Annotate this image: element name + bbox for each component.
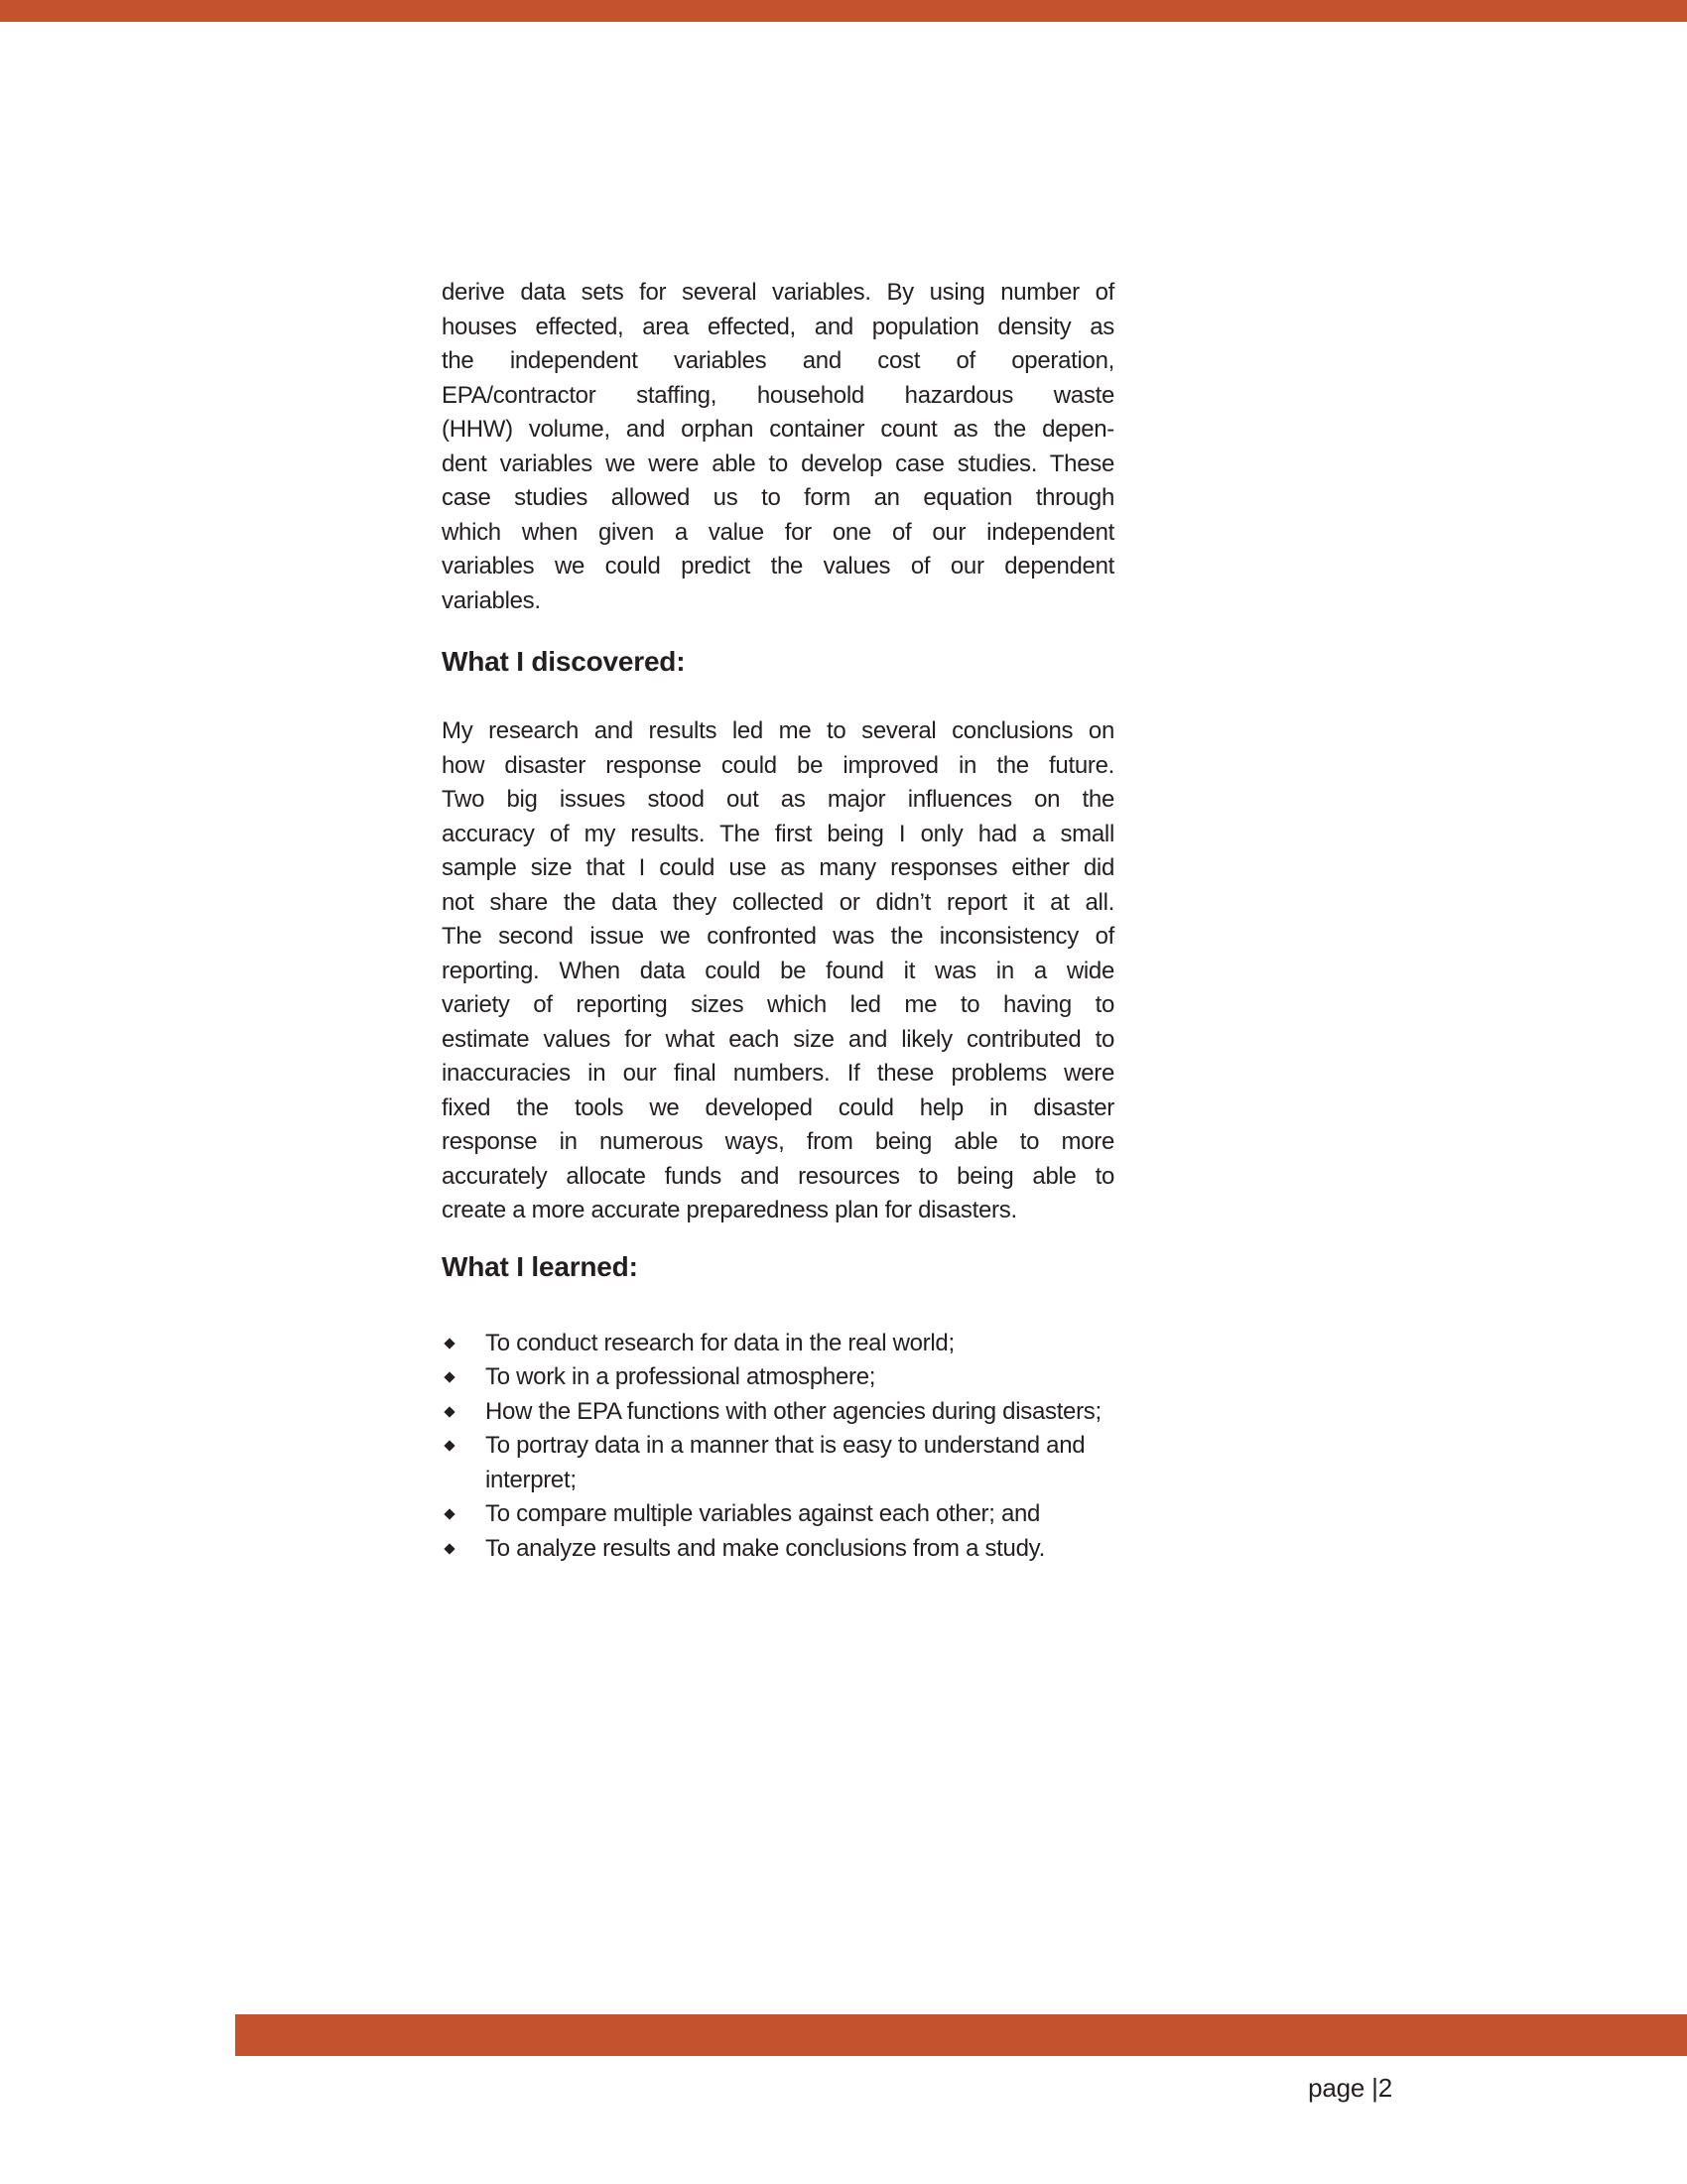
- page-content: [442, 276, 1114, 1566]
- list-item: [442, 1360, 1114, 1395]
- diamond-bullet-icon: [444, 1371, 454, 1382]
- text-line: create a more accurate preparedness plan for disasters.: [442, 1197, 1017, 1223]
- top-accent-bar: [0, 0, 1687, 22]
- paragraph-discovered: [442, 714, 1114, 1228]
- diamond-bullet-icon: [444, 1338, 454, 1349]
- list-item: [442, 1532, 1114, 1567]
- list-item-text: To compare multiple variables against each other; and: [485, 1500, 1041, 1527]
- list-item-text: To portray data in a manner that is easy to understand and interpret;: [485, 1432, 1086, 1493]
- list-item-text: How the EPA functions with other agencies during disasters;: [485, 1397, 1102, 1425]
- heading-what-i-learned: What I learned:: [442, 1250, 638, 1282]
- text-line: derive data sets for several variables. By using number of: [442, 279, 1114, 306]
- text-line: accurately allocate funds and resources to being able to: [442, 1162, 1114, 1190]
- text-line: not share the data they collected or didn’t report it at all.: [442, 888, 1114, 916]
- text-line: EPA/contractor staffing, household hazardous waste: [442, 381, 1114, 409]
- list-item: [442, 1497, 1114, 1532]
- text-line: variables we could predict the values of our dependent: [442, 553, 1114, 579]
- text-line: accuracy of my results. The first being I only had a small: [442, 820, 1114, 847]
- text-line: inaccuracies in our final numbers. If these problems were: [442, 1060, 1114, 1087]
- diamond-bullet-icon: [444, 1440, 454, 1451]
- list-item-text: To analyze results and make conclusions from a study.: [485, 1534, 1045, 1562]
- text-line: dent variables we were able to develop case studies. These: [442, 450, 1114, 477]
- heading-what-i-discovered: What I discovered:: [442, 646, 686, 677]
- diamond-bullet-icon: [444, 1508, 454, 1519]
- text-line: houses effected, area effected, and population density as: [442, 313, 1114, 340]
- text-line: The second issue we confronted was the inconsistency of: [442, 923, 1114, 950]
- text-line: (HHW) volume, and orphan container count as the depen-: [442, 416, 1114, 443]
- bottom-accent-bar: [235, 2014, 1687, 2056]
- text-line: reporting. When data could be found it was in a wide: [442, 957, 1114, 984]
- text-line: sample size that I could use as many responses either did: [442, 854, 1114, 881]
- text-line: variety of reporting sizes which led me to having to: [442, 991, 1114, 1018]
- text-line: how disaster response could be improved in the future.: [442, 751, 1114, 779]
- text-line: which when given a value for one of our independent: [442, 518, 1114, 546]
- diamond-bullet-icon: [444, 1406, 454, 1417]
- list-item-text: To conduct research for data in the real world;: [485, 1329, 955, 1356]
- paragraph-methodology: [442, 276, 1114, 618]
- learned-list: [442, 1327, 1114, 1567]
- list-item: [442, 1327, 1114, 1361]
- text-line: the independent variables and cost of operation,: [442, 347, 1114, 374]
- text-line: My research and results led me to several conclusions on: [442, 717, 1114, 744]
- page-number: page |2: [1308, 2073, 1392, 2103]
- list-item: [442, 1395, 1114, 1430]
- diamond-bullet-icon: [444, 1543, 454, 1554]
- text-line: Two big issues stood out as major influences on the: [442, 786, 1114, 813]
- list-item: [442, 1429, 1114, 1497]
- text-line: estimate values for what each size and likely contributed to: [442, 1025, 1114, 1053]
- list-item-text: To work in a professional atmosphere;: [485, 1363, 876, 1390]
- text-line: fixed the tools we developed could help in disaster: [442, 1093, 1114, 1121]
- text-line: response in numerous ways, from being able to more: [442, 1128, 1114, 1155]
- text-line: case studies allowed us to form an equation through: [442, 484, 1114, 511]
- text-line: variables.: [442, 586, 541, 614]
